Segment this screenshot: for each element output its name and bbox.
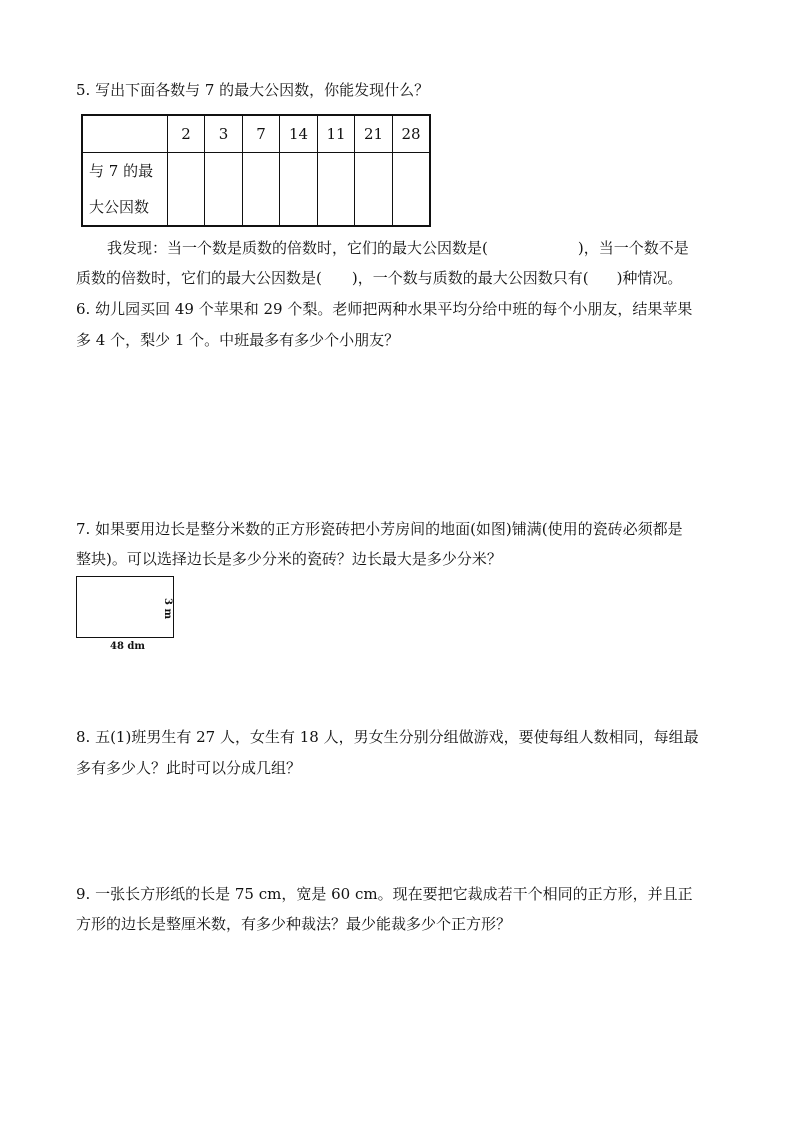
gcd-answer-cell[interactable] [168, 153, 205, 227]
question-8-line-1: 8. 五(1)班男生有 27 人，女生有 18 人，男女生分别分组做游戏，要使每组人数相同，每组最 [76, 728, 699, 746]
gcd-answer-cell[interactable] [318, 153, 355, 227]
gcd-answer-cell[interactable] [205, 153, 243, 227]
gcd-table-number: 14 [280, 115, 318, 153]
question-6-line-1: 6. 幼儿园买回 49 个苹果和 29 个梨。老师把两种水果平均分给中班的每个小朋友，结果苹果 [76, 300, 693, 318]
finding-text: 质数的倍数时，它们的最大公因数是( [76, 269, 322, 287]
finding-line-2 [76, 268, 682, 288]
gcd-table-number: 11 [318, 115, 355, 153]
gcd-answer-cell[interactable] [280, 153, 318, 227]
question-9-line-2: 方形的边长是整厘米数，有多少种裁法？最少能裁多少个正方形？ [76, 915, 512, 933]
question-6-line-2: 多 4 个，梨少 1 个。中班最多有多少个小朋友？ [76, 331, 400, 349]
gcd-table-number: 3 [205, 115, 243, 153]
finding-line-1 [107, 238, 689, 258]
gcd-answer-cell[interactable] [355, 153, 393, 227]
row-label-line-2: 大公因数 [89, 198, 150, 216]
gcd-table-answer-row [82, 153, 430, 227]
gcd-table-number: 28 [393, 115, 431, 153]
room-floor-figure [76, 576, 174, 638]
gcd-table [81, 114, 431, 227]
gcd-answer-cell[interactable] [393, 153, 431, 227]
question-9-line-1: 9. 一张长方形纸的长是 75 cm，宽是 60 cm。现在要把它裁成若干个相同的正方形，并且正 [76, 885, 693, 903]
gcd-table-number: 2 [168, 115, 205, 153]
question-7-line-2: 整块)。可以选择边长是多少分米的瓷砖？边长最大是多少分米？ [76, 550, 502, 568]
room-rectangle [76, 576, 174, 638]
gcd-table-row-label [82, 153, 168, 227]
gcd-table-header-row [82, 115, 430, 153]
finding-text: )种情况。 [616, 269, 683, 287]
finding-text: )，当一个数不是 [577, 239, 689, 257]
figure-width-label: 3 m [162, 598, 173, 620]
question-5-title: 5. 写出下面各数与 7 的最大公因数，你能发现什么？ [76, 81, 430, 99]
gcd-table-number: 7 [243, 115, 280, 153]
gcd-table-corner-cell [82, 115, 168, 153]
question-8-line-2: 多有多少人？此时可以分成几组？ [76, 759, 302, 777]
question-7-line-1: 7. 如果要用边长是整分米数的正方形瓷砖把小芳房间的地面(如图)铺满(使用的瓷砖必须都是 [76, 520, 683, 538]
finding-text: )，一个数与质数的最大公因数只有( [351, 269, 589, 287]
gcd-answer-cell[interactable] [243, 153, 280, 227]
finding-text: 我发现：当一个数是质数的倍数时，它们的最大公因数是( [107, 239, 488, 257]
figure-length-label: 48 dm [110, 641, 145, 652]
gcd-table-number: 21 [355, 115, 393, 153]
row-label-line-1: 与 7 的最 [89, 162, 154, 180]
